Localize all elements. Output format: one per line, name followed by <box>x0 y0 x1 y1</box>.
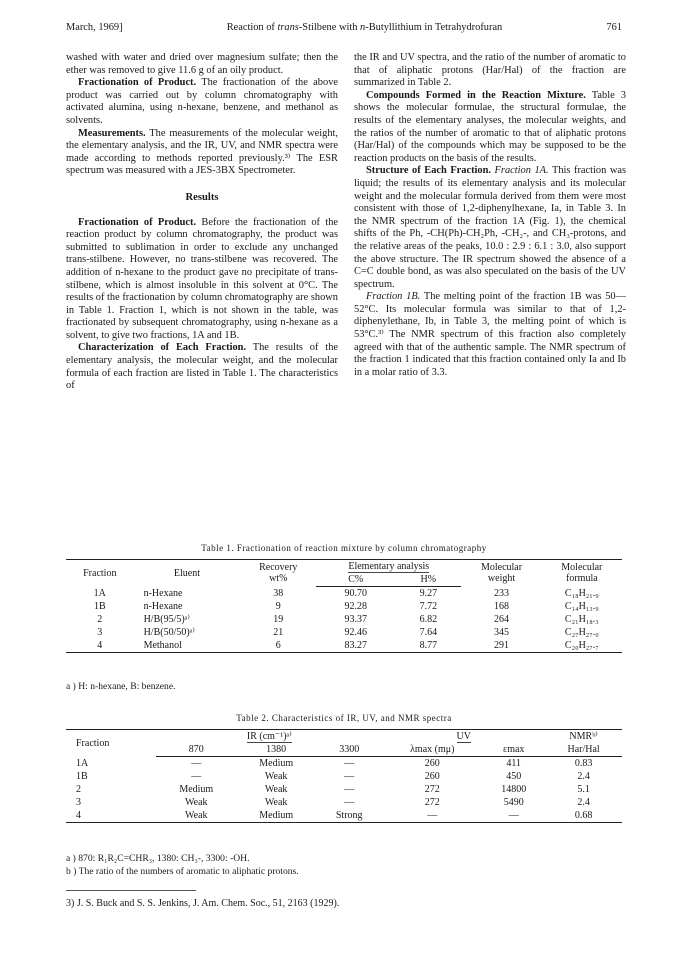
table-cell: 233 <box>494 587 510 599</box>
table-cell: 411 <box>506 758 522 769</box>
table-cell: — <box>344 797 355 808</box>
table-row <box>66 770 622 783</box>
table-cell: 291 <box>461 639 541 653</box>
table-cell: 3 <box>97 627 103 638</box>
table2-footnote-b: b ) The ratio of the numbers of aromatic to aliphatic protons. <box>66 866 299 877</box>
table-cell: 4 <box>66 639 134 653</box>
col-ir-1380: 1380 <box>236 743 316 757</box>
table-cell: 6 <box>240 639 316 653</box>
col-recovery: Recovery wt% <box>240 560 316 587</box>
table-cell: 260 <box>424 771 440 782</box>
table-cell: 272 <box>424 797 440 808</box>
table-cell: Strong <box>316 809 382 823</box>
table-cell: — <box>191 771 202 782</box>
table-cell: — <box>344 784 355 795</box>
table-cell: 93.37 <box>344 614 367 625</box>
table1-caption: Table 1. Fractionation of reaction mixture by column chromatography <box>201 543 487 553</box>
table-cell: Medium <box>259 758 294 769</box>
table-cell: — <box>344 771 355 782</box>
table-cell: 2 <box>76 784 81 795</box>
table-row <box>66 626 622 639</box>
table-row <box>66 796 622 809</box>
table-cell: — <box>191 758 202 769</box>
paragraph: Fractionation of Product. The fractionation of the above product was carried out by column chromatography with activated alumina, using n-hexane, benzene, and methanol as solvents. <box>66 77 338 126</box>
col-fraction: Fraction <box>66 560 134 587</box>
reference: 3) J. S. Buck and S. S. Jenkins, J. Am. Chem. Soc., 51, 2163 (1929). <box>66 898 340 909</box>
table-cell: 1A <box>76 757 89 769</box>
table-cell: 272 <box>424 784 440 795</box>
col-mw: Molecular weight <box>461 560 541 587</box>
table-cell: 5490 <box>503 797 524 808</box>
table-cell: 7.64 <box>419 627 438 638</box>
table-cell: C₂₇H₂₇.₀ <box>564 627 599 638</box>
table-cell: Weak <box>156 809 236 823</box>
table-row <box>66 757 622 771</box>
paragraph: Compounds Formed in the Reaction Mixture. Table 3 shows the molecular formulae, the structural formulae, the results of the elementary analyses, the molecular weights, and the ratios of the number of aromatic to that of aliphatic protons (Har/Hal) of the compounds which may be supposed to be the reaction products on the basis of the results. <box>354 89 626 164</box>
table-cell: 2.4 <box>577 797 590 808</box>
paragraph: the IR and UV spectra, and the ratio of the number of aromatic to that of aliphatic protons (Har/Hal) of the fraction are summarized in Table 2. <box>354 52 626 89</box>
col-fraction: Fraction <box>66 730 156 757</box>
table-cell: 38 <box>273 587 284 599</box>
col-c: C% <box>316 573 395 587</box>
section-heading: Results <box>185 191 219 203</box>
table-row <box>66 600 622 613</box>
table-cell: H/B(50/50)ᵃ⁾ <box>143 627 195 638</box>
table-row <box>66 783 622 796</box>
table-cell: — <box>344 758 355 769</box>
paragraph: Fractionation of Product. Before the fractionation of the reaction product by column chromatography, the product was submitted to sublimation in order to exclude any unchanged trans-stilbene. However, no trans-stilbene was recovered. The addition of n-hexane to the product gave no precipitate of trans-stilbene, which is almost insoluble in this solvent at 0°C. The results of the fractionation by column chromatography are shown in Table 1. Fraction 1, which is not shown in the table, was fractionated by subsequent chromatography, using n-hexane as a solvent, to give two fractions, 1A and 1B. <box>66 216 339 341</box>
table-cell: C₁₈H₂₁.₉ <box>564 587 599 599</box>
table1 <box>66 559 622 653</box>
table-cell: 83.27 <box>316 639 395 653</box>
table-cell: 92.46 <box>344 627 367 638</box>
table-cell: 3 <box>76 797 81 808</box>
table-row <box>66 639 622 653</box>
table-cell: H/B(95/5)ᵃ⁾ <box>143 614 190 625</box>
table1-footnote: a ) H: n-hexane, B: benzene. <box>66 681 176 692</box>
table-cell: — <box>382 809 482 823</box>
paragraph: Measurements. The measurements of the molecular weight, the elementary analysis, and the IR, UV, and NMR spectra were made according to methods reported previously.³⁾ The ESR spectrum was measured with a JES-3BX Spectrometer. <box>66 127 338 177</box>
col-nmr: NMRᵇ⁾ <box>545 730 622 744</box>
table-cell: Methanol <box>134 639 241 653</box>
table-cell: 7.72 <box>419 601 438 612</box>
table-cell: Weak <box>264 784 288 795</box>
table-cell: C₂₀H₂₇.₇ <box>542 639 622 653</box>
table-cell: 21 <box>273 627 284 638</box>
footnote-rule <box>66 890 196 891</box>
table-cell: 450 <box>506 771 522 782</box>
table-cell: 0.68 <box>545 809 622 823</box>
col-h: H% <box>395 573 461 587</box>
table-row <box>66 587 622 601</box>
table-cell: 1B <box>76 771 88 782</box>
header-title: Reaction of trans-Stilbene with n-Butyllithium in Tetrahydrofuran <box>226 22 503 33</box>
table-cell: 345 <box>494 627 510 638</box>
running-header <box>66 22 622 36</box>
table-cell: n-Hexane <box>143 587 183 599</box>
paragraph: washed with water and dried over magnesium sulfate; then the ether was removed to give 11.6 g of an oily product. <box>66 52 338 76</box>
table-cell: 9.27 <box>419 588 438 599</box>
table-cell: — <box>482 809 545 823</box>
table-row <box>66 809 622 823</box>
page-number: 761 <box>606 22 622 33</box>
table-cell: 8.77 <box>395 639 461 653</box>
col-elementary: Elementary analysis <box>316 560 461 574</box>
table-cell: 2 <box>97 614 103 625</box>
col-ir-3300: 3300 <box>316 743 382 757</box>
table-cell: Weak <box>185 797 208 808</box>
table-cell: 6.82 <box>419 614 438 625</box>
table-cell: Weak <box>264 771 288 782</box>
paragraph: Characterization of Each Fraction. The results of the elementary analysis, the molecular weight, and the molecular formula of each fraction are listed in Table 1. The characteristics of <box>66 342 339 392</box>
table-cell: Medium <box>179 784 214 795</box>
table-cell: 90.70 <box>344 588 367 599</box>
col-ratio: Har/Hal <box>545 743 622 757</box>
table-cell: 168 <box>494 601 510 612</box>
left-column <box>66 52 338 393</box>
table2 <box>66 729 622 823</box>
table-cell: 19 <box>273 614 284 625</box>
table-cell: 5.1 <box>577 784 590 795</box>
col-uv: UV <box>382 730 545 744</box>
table-cell: C₁₄H₁₃.₉ <box>564 601 599 612</box>
table-cell: 2.4 <box>577 771 590 782</box>
table-cell: 1B <box>93 601 106 612</box>
table-cell: n-Hexane <box>143 601 183 612</box>
table-cell: Weak <box>264 797 288 808</box>
col-emax: εmax <box>482 743 545 757</box>
table-row <box>66 613 622 626</box>
table-cell: Medium <box>236 809 316 823</box>
col-eluent: Eluent <box>134 560 241 587</box>
table-cell: 14800 <box>501 784 527 795</box>
table-cell: 92.28 <box>344 601 367 612</box>
table-cell: 4 <box>66 809 156 823</box>
table-cell: 0.83 <box>574 758 593 769</box>
header-date: March, 1969] <box>66 22 123 33</box>
col-ir-870: 870 <box>156 743 236 757</box>
col-mf: Molecular formula <box>542 560 622 587</box>
table-cell: C₂₁H₁₈.₃ <box>564 614 599 625</box>
table-cell: 264 <box>494 614 510 625</box>
col-lmax: λmax (mμ) <box>382 743 482 757</box>
table-cell: 1A <box>93 587 106 599</box>
col-ir: IR (cm⁻¹)ᵃ⁾ <box>156 730 382 744</box>
table2-footnote-a: a ) 870: R₁R₂C=CHR₃, 1380: CH₃-, 3300: -OH. <box>66 853 250 864</box>
right-column <box>354 52 626 379</box>
table2-caption: Table 2. Characteristics of IR, UV, and NMR spectra <box>236 713 452 723</box>
paragraph: Fraction 1B. The melting point of the fraction 1B was 50—52°C. Its molecular formula was similar to that of 1,2-diphenylethane, Ib, in Table 3, the melting point of which is 53°C.³⁾ The NMR spectrum of this fraction also completely agreed with that of the authentic sample. The NMR spectrum of the fraction 1 indicated that this fraction contained only Ia and Ib in a molar ratio of 3.3. <box>354 291 626 378</box>
paragraph: Structure of Each Fraction. Fraction 1A. This fraction was liquid; the results of its elementary analysis and its molecular weight and the molecular formula derived from them were most consistent with those of 1,2-diphenylhexane, Ia, in Table 3. In the NMR spectrum of the fraction 1A (Fig. 1), the chemical shifts of the Ph, -CH(Ph)-CH₂Ph, -CH₂-, and CH₃-protons, and the relative areas of the peaks, 10.0 : 2.9 : 6.1 : 3.0, also support the above structure. The IR spectrum showed the absence of a C=C double bond, as was also speculated on the basis of the UV spectrum. <box>354 165 626 290</box>
table-cell: 260 <box>424 758 440 769</box>
table-cell: 9 <box>275 601 281 612</box>
